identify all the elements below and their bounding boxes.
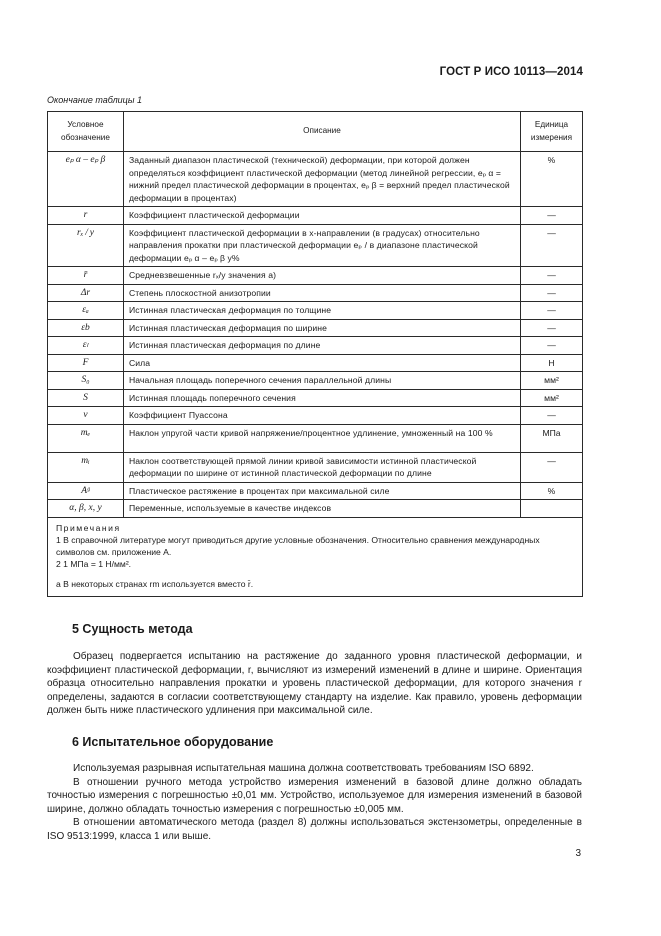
unit-cell: — [521, 207, 583, 225]
table-row [48, 482, 583, 500]
description-cell: Пластическое растяжение в процентах при максимальной силе [123, 482, 520, 500]
description-cell: Начальная площадь поперечного сечения параллельной длины [123, 372, 520, 390]
description-cell: Истинная пластическая деформация по толщине [123, 302, 520, 320]
description-cell: Истинная пластическая деформация по ширине [123, 319, 520, 337]
symbol-cell: rₓ / y [48, 224, 124, 267]
unit-cell: МПа [521, 424, 583, 452]
unit-cell: — [521, 407, 583, 425]
table-row [48, 424, 583, 452]
paragraph: В отношении автоматического метода (раздел 8) должны использоваться экстензометры, определенные в ISO 9513:1999, класса 1 или выше. [47, 817, 582, 842]
unit-cell: — [521, 337, 583, 355]
table-row [48, 500, 583, 518]
description-cell: Истинная площадь поперечного сечения [123, 389, 520, 407]
notes-title: Примечания [56, 522, 121, 533]
section-5-body [47, 650, 582, 718]
section-6-heading: 6 Испытательное оборудование [72, 735, 274, 749]
description-cell: Истинная пластическая деформация по длине [123, 337, 520, 355]
unit-cell: мм² [521, 389, 583, 407]
section-5-heading: 5 Сущность метода [72, 622, 193, 636]
description-cell: Степень плоскостной анизотропии [123, 284, 520, 302]
description-cell: Коэффициент Пуассона [123, 407, 520, 425]
symbol-cell: Aᵍ [48, 482, 124, 500]
unit-cell: — [521, 319, 583, 337]
description-cell: Наклон упругой части кривой напряжение/процентное удлинение, умноженный на 100 % [123, 424, 520, 452]
symbol-cell: S [48, 389, 124, 407]
table-row [48, 372, 583, 390]
unit-cell: — [521, 302, 583, 320]
symbol-cell: εb [48, 319, 124, 337]
table-row [48, 354, 583, 372]
unit-cell: — [521, 284, 583, 302]
symbol-cell: r̄ [48, 267, 124, 285]
paragraph: Используемая разрывная испытательная машина должна соответствовать требованиям ISO 6892. [73, 763, 534, 774]
note-item: 2 1 МПа = 1 Н/мм². [56, 558, 132, 569]
table-row [48, 267, 583, 285]
symbol-cell: ν [48, 407, 124, 425]
unit-cell: — [521, 267, 583, 285]
table-caption: Окончание таблицы 1 [47, 95, 142, 105]
table-notes-row [48, 517, 583, 596]
table-row [48, 224, 583, 267]
column-header-unit: Единица измерения [521, 112, 583, 152]
symbol-cell: mₑ [48, 424, 124, 452]
description-cell: Наклон соответствующей прямой линии кривой зависимости истинной пластической деформации по ширине от истинной пластической деформации по длине [123, 452, 520, 482]
table-row [48, 389, 583, 407]
symbol-cell: F [48, 354, 124, 372]
symbol-cell: r [48, 207, 124, 225]
symbol-cell: Δr [48, 284, 124, 302]
description-cell: Средневзвешенные rₓ/y значения a) [123, 267, 520, 285]
table-row [48, 407, 583, 425]
symbol-cell: mᵢ [48, 452, 124, 482]
table-row [48, 284, 583, 302]
paragraph: В отношении ручного метода устройство измерения изменений в базовой длине должно обладать точностью измерения с погрешностью ±0,01 мм. Устройство, используемое для измерения изменений в базовой ширине, должно обладать точностью измерения с погрешностью ±0,005 мм. [47, 776, 582, 815]
column-header-symbol: Условное обозначение [48, 112, 124, 152]
unit-cell: % [521, 482, 583, 500]
symbols-table [47, 111, 583, 597]
table-row [48, 452, 583, 482]
unit-cell: % [521, 152, 583, 207]
table-row [48, 302, 583, 320]
symbol-cell: S₀ [48, 372, 124, 390]
unit-cell [521, 500, 583, 518]
table-row [48, 207, 583, 225]
column-header-description: Описание [123, 112, 520, 152]
description-cell: Заданный диапазон пластической (технической) деформации, при которой должен определяться коэффициент пластической деформации (метод линейной регрессии, eₚ α = нижний предел пластической деформации в процентах, eₚ β = верхний предел пластической деформации в процентах) [123, 152, 520, 207]
table-footnote: a В некоторых странах rm используется вместо r̄. [56, 578, 254, 589]
unit-cell: — [521, 224, 583, 267]
table-header-row [48, 112, 583, 152]
table-row [48, 337, 583, 355]
table-row [48, 319, 583, 337]
description-cell: Коэффициент пластической деформации [123, 207, 520, 225]
symbol-cell: eₚ α – eₚ β [48, 152, 124, 207]
description-cell: Переменные, используемые в качестве индексов [123, 500, 520, 518]
symbol-cell: α, β, x, y [48, 500, 124, 518]
description-cell: Сила [123, 354, 520, 372]
unit-cell: — [521, 452, 583, 482]
section-6-body [47, 762, 582, 844]
description-cell: Коэффициент пластической деформации в х-направлении (в градусах) относительно направления прокатки при пластической деформации eₚ / в диапазоне пластической деформации eₚ α – eₚ β y% [123, 224, 520, 267]
symbol-cell: εₗ [48, 337, 124, 355]
standard-header: ГОСТ Р ИСО 10113—2014 [439, 66, 583, 78]
symbol-cell: εₐ [48, 302, 124, 320]
unit-cell: Н [521, 354, 583, 372]
table-notes [48, 517, 583, 596]
table-row [48, 152, 583, 207]
note-item: 1 В справочной литературе могут приводиться другие условные обозначения. Относительно сравнения международных символов см. приложение А. [56, 534, 540, 557]
page-number: 3 [575, 848, 581, 859]
paragraph: Образец подвергается испытанию на растяжение до заданного уровня пластической деформации, и коэффициент пластической деформации, r, вычисляют из измерений изменений в длине и ширине. Ориентация образца относительно направления прокатки и уровень пластической деформации, для которого значения r определены, задаются в согласии соответствующему стандарту на изделие. Как правило, уровень деформации должен быть ниже пластического удлинения при максимальной силе. [47, 651, 582, 717]
unit-cell: мм² [521, 372, 583, 390]
